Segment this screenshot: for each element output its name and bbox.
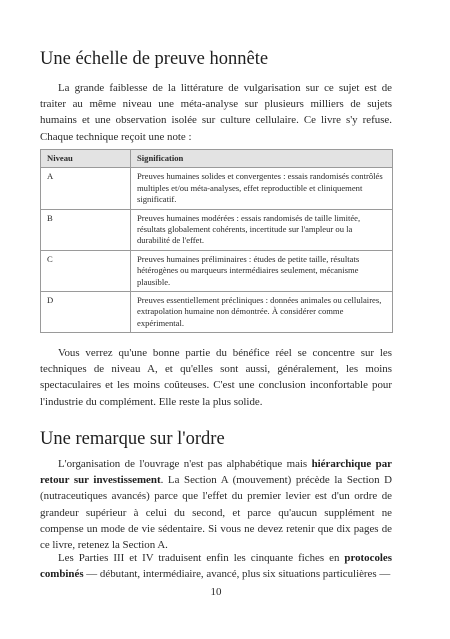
order-text-end: . La Section A (mouvement) précède la Section D (nutraceutiques avancés) parce que l'effet du premier levier est d'un ordre de grandeur supérieur à celui du second, et parce qu'aucun supplément ne compense un mode de vie sédentaire. Si vous ne devez retenir que dix pages de ce livre, retenez la Section A. — [40, 474, 393, 552]
section-heading-order: Une remarque sur l'ordre — [40, 429, 225, 449]
order-paragraph — [40, 456, 392, 553]
table-row — [41, 292, 393, 333]
meaning-cell: Preuves essentiellement précliniques : données animales ou cellulaires, extrapolation humaine non démontrée. À considérer comme expérimental. — [131, 292, 393, 333]
section-heading-evidence-scale: Une échelle de preuve honnête — [40, 49, 269, 69]
order-emphasis: hiérarchique par retour sur investissement — [40, 458, 392, 487]
level-cell: C — [41, 250, 131, 291]
meaning-cell: Preuves humaines modérées : essais randomisés de taille limitée, résultats globalement cohérents, incertitude sur l'ampleur ou la durabilité de l'effet. — [131, 209, 393, 250]
parts-paragraph — [40, 550, 392, 582]
level-cell: D — [41, 292, 131, 333]
table-row — [41, 209, 393, 250]
table-header-row — [41, 150, 393, 168]
column-header-meaning: Signification — [131, 150, 393, 168]
level-cell: A — [41, 168, 131, 209]
order-text-start: L'organisation de l'ouvrage n'est pas alphabétique mais — [58, 458, 312, 470]
meaning-cell: Preuves humaines solides et convergentes : essais randomisés contrôlés multiples et/ou méta-analyses, effet reproductible et cliniquement significatif. — [131, 168, 393, 209]
table-row — [41, 168, 393, 209]
meaning-cell: Preuves humaines préliminaires : études de petite taille, résultats hétérogènes ou marqueurs intermédiaires seulement, mécanisme plausible. — [131, 250, 393, 291]
evidence-level-table — [40, 149, 393, 333]
parts-text-start: Les Parties III et IV traduisent enfin les cinquante fiches en — [58, 552, 345, 564]
intro-paragraph: La grande faiblesse de la littérature de vulgarisation sur ce sujet est de traiter au même niveau une méta-analyse sur plusieurs milliers de sujets humains et une observation isolée sur culture cellulaire. Ce livre s'y refuse. Chaque technique reçoit une note : — [40, 82, 392, 143]
page-number: 10 — [210, 586, 222, 598]
conclusion-paragraph: Vous verrez qu'une bonne partie du bénéfice réel se concentre sur les techniques de niveau A, et qu'elles sont aussi, généralement, les moins spectaculaires et les moins coûteuses. C'est une conclusion inconfortable pour l'industrie du complément. Elle reste la plus solide. — [40, 347, 392, 408]
level-cell: B — [41, 209, 131, 250]
parts-emphasis: protocoles combinés — [40, 552, 392, 581]
table-row — [41, 250, 393, 291]
parts-text-end: — débutant, intermédiaire, avancé, plus six situations particulières — — [83, 568, 391, 581]
column-header-level: Niveau — [41, 150, 131, 168]
